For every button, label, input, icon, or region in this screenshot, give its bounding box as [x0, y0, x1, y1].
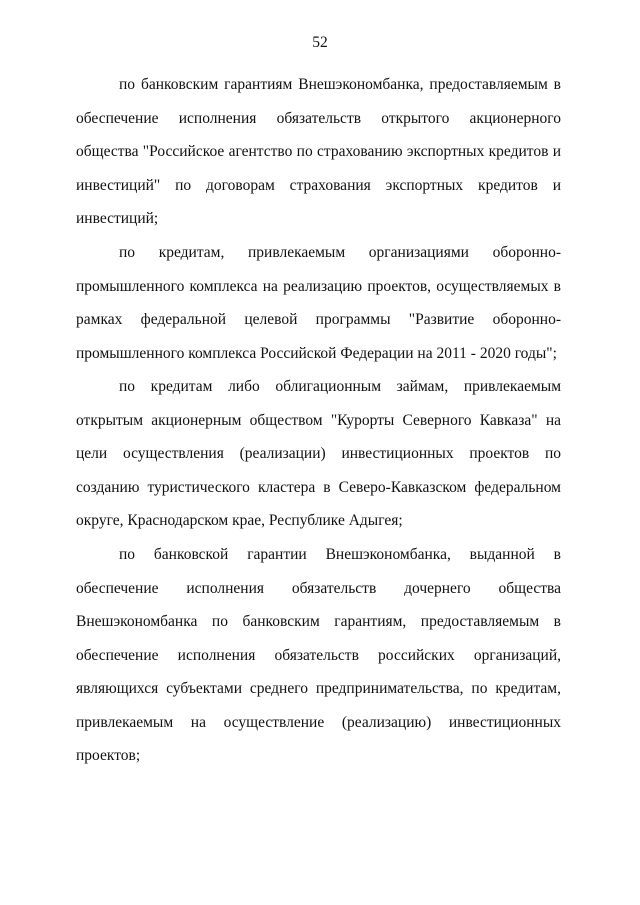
paragraph-defense-industry-credits: по кредитам, привлекаемым организациями оборонно-промышленного комплекса на реализацию проектов, осуществляемых в рамках федеральной целевой программы "Развитие оборонно-промышленного комплекса Российской Федерации на 2011 - 2020 годы"; — [76, 244, 561, 362]
paragraph-north-caucasus-resorts-credits: по кредитам либо облигационным займам, привлекаемым открытым акционерным обществом "Курорты Северного Кавказа" на цели осуществления (реализации) инвестиционных проектов по созданию туристического кластера в Северо-Кавказском федеральном округе, Краснодарском крае, Республике Адыгея; — [76, 378, 561, 529]
paragraph-export-insurance-guarantees: по банковским гарантиям Внешэкономбанка, предоставляемым в обеспечение исполнения обязательств открытого акционерного общества "Российское агентство по страхованию экспортных кредитов и инвестиций" по договорам страхования экспортных кредитов и инвестиций; — [76, 76, 561, 227]
paragraph-subsidiary-bank-guarantee: по банковской гарантии Внешэкономбанка, выданной в обеспечение исполнения обязательств дочернего общества Внешэкономбанка по банковским гарантиям, предоставляемым в обеспечение исполнения обязательств российских организаций, являющихся субъектами среднего предпринимательства, по кредитам, привлекаемым на осуществление (реализацию) инвестиционных проектов; — [76, 546, 561, 764]
page-number: 52 — [312, 34, 328, 51]
